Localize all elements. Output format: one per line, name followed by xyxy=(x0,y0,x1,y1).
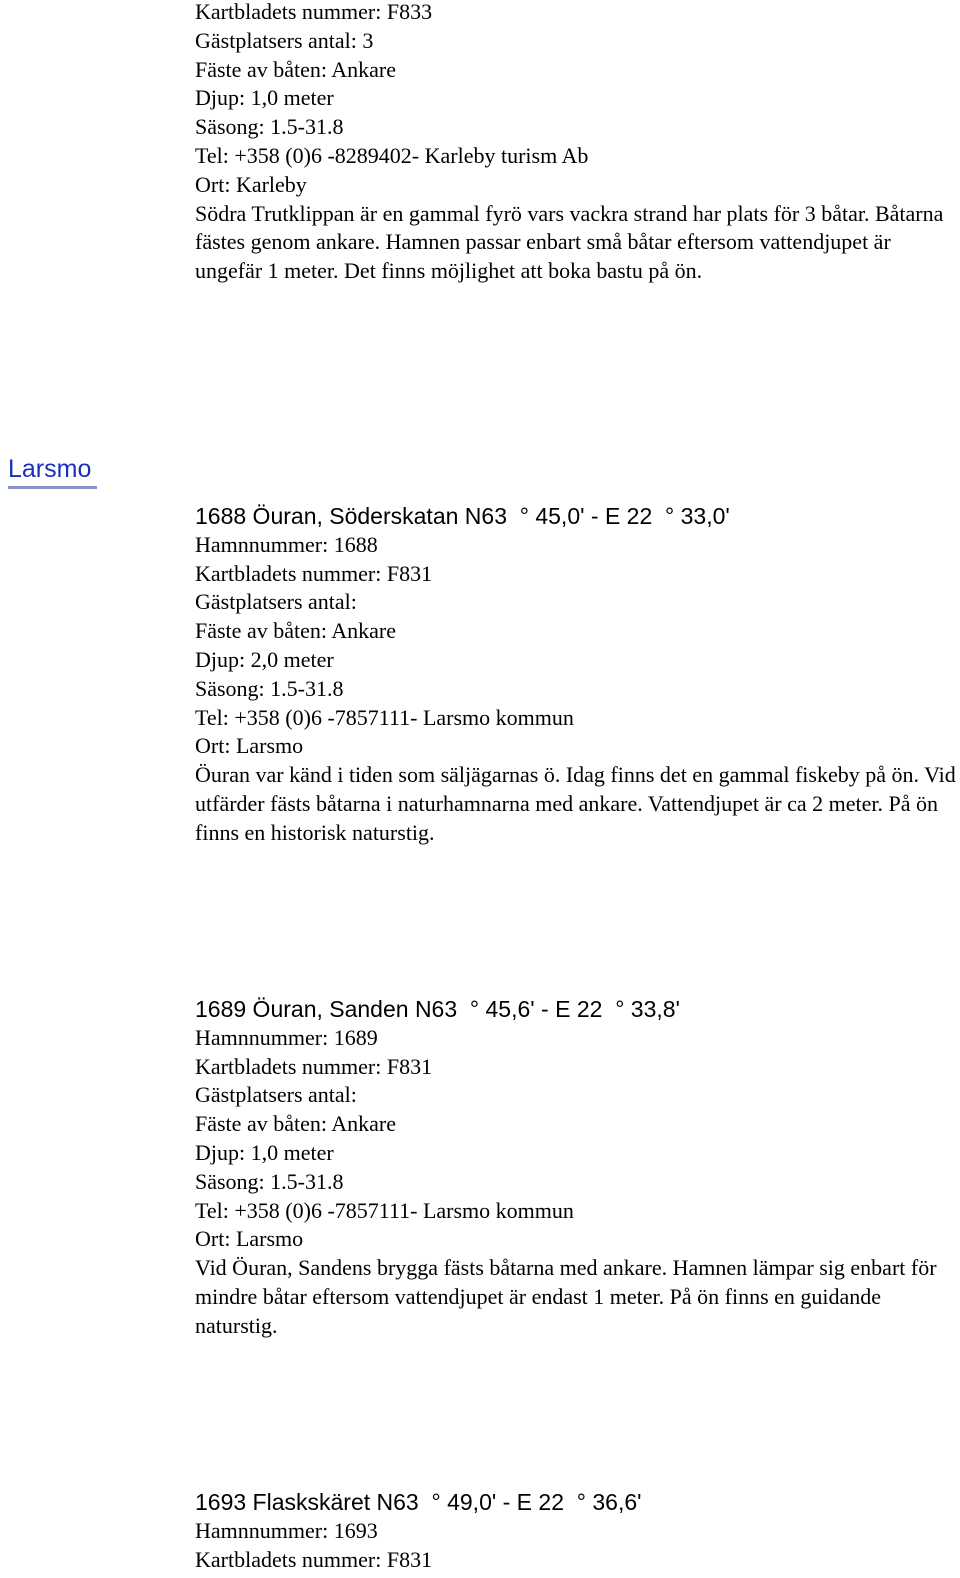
harbour-entry-1693 xyxy=(195,1488,957,1574)
phone: Tel: +358 (0)6 -8289402- Karleby turism Ab xyxy=(195,142,589,168)
depth: Djup: 1,0 meter xyxy=(195,85,334,111)
guest-places: Gästplatsers antal: xyxy=(195,589,357,615)
harbour-heading: 1688 Öuran, Söderskatan N63 ° 45,0' - E 22 ° 33,0' xyxy=(195,503,730,529)
harbour-heading: 1693 Flaskskäret N63 ° 49,0' - E 22 ° 36,6' xyxy=(195,1489,642,1515)
mooring-type: Fäste av båten: Ankare xyxy=(195,1111,396,1137)
chart-number: Kartbladets nummer: F833 xyxy=(195,0,433,24)
chart-number: Kartbladets nummer: F831 xyxy=(195,1053,433,1079)
harbour-entry-1688 xyxy=(195,502,957,848)
place: Ort: Larsmo xyxy=(195,733,304,759)
harbour-entry-1689 xyxy=(195,995,957,1341)
place: Ort: Karleby xyxy=(195,171,307,197)
harbour-number: Hamnnummer: 1689 xyxy=(195,1024,378,1050)
chart-number: Kartbladets nummer: F831 xyxy=(195,560,433,586)
region-link-larsmo[interactable]: Larsmo xyxy=(8,452,97,489)
place: Ort: Larsmo xyxy=(195,1226,304,1252)
season: Säsong: 1.5-31.8 xyxy=(195,114,344,140)
season: Säsong: 1.5-31.8 xyxy=(195,675,344,701)
description: Södra Trutklippan är en gammal fyrö vars vackra strand har plats för 3 båtar. Båtarna fästes genom ankare. Hamnen passar enbart små båtar eftersom vattendjupet är ungefär 1 meter. Det finns möjlighet att boka bastu på ön. xyxy=(195,200,944,284)
description: Vid Öuran, Sandens brygga fästs båtarna med ankare. Hamnen lämpar sig enbart för mindre båtar eftersom vattendjupet är endast 1 meter. På ön finns en guidande naturstig. xyxy=(195,1255,937,1338)
harbour-heading: 1689 Öuran, Sanden N63 ° 45,6' - E 22 ° 33,8' xyxy=(195,996,680,1022)
phone: Tel: +358 (0)6 -7857111- Larsmo kommun xyxy=(195,1197,574,1223)
description: Öuran var känd i tiden som säljägarnas ö. Idag finns det en gammal fiskeby på ön. Vid utfärder fästs båtarna i naturhamnarna med ankare. Vattendjupet är ca 2 meter. På ön finns en historisk naturstig. xyxy=(195,762,956,845)
harbour-entry-top xyxy=(195,0,957,286)
mooring-type: Fäste av båten: Ankare xyxy=(195,618,396,644)
harbour-number: Hamnnummer: 1693 xyxy=(195,1517,378,1543)
season: Säsong: 1.5-31.8 xyxy=(195,1168,344,1194)
guest-places: Gästplatsers antal: 3 xyxy=(195,27,374,53)
chart-number: Kartbladets nummer: F831 xyxy=(195,1546,433,1572)
guest-places: Gästplatsers antal: xyxy=(195,1082,357,1108)
phone: Tel: +358 (0)6 -7857111- Larsmo kommun xyxy=(195,704,574,730)
mooring-type: Fäste av båten: Ankare xyxy=(195,56,396,82)
depth: Djup: 1,0 meter xyxy=(195,1139,334,1165)
depth: Djup: 2,0 meter xyxy=(195,646,334,672)
harbour-number: Hamnnummer: 1688 xyxy=(195,531,378,557)
